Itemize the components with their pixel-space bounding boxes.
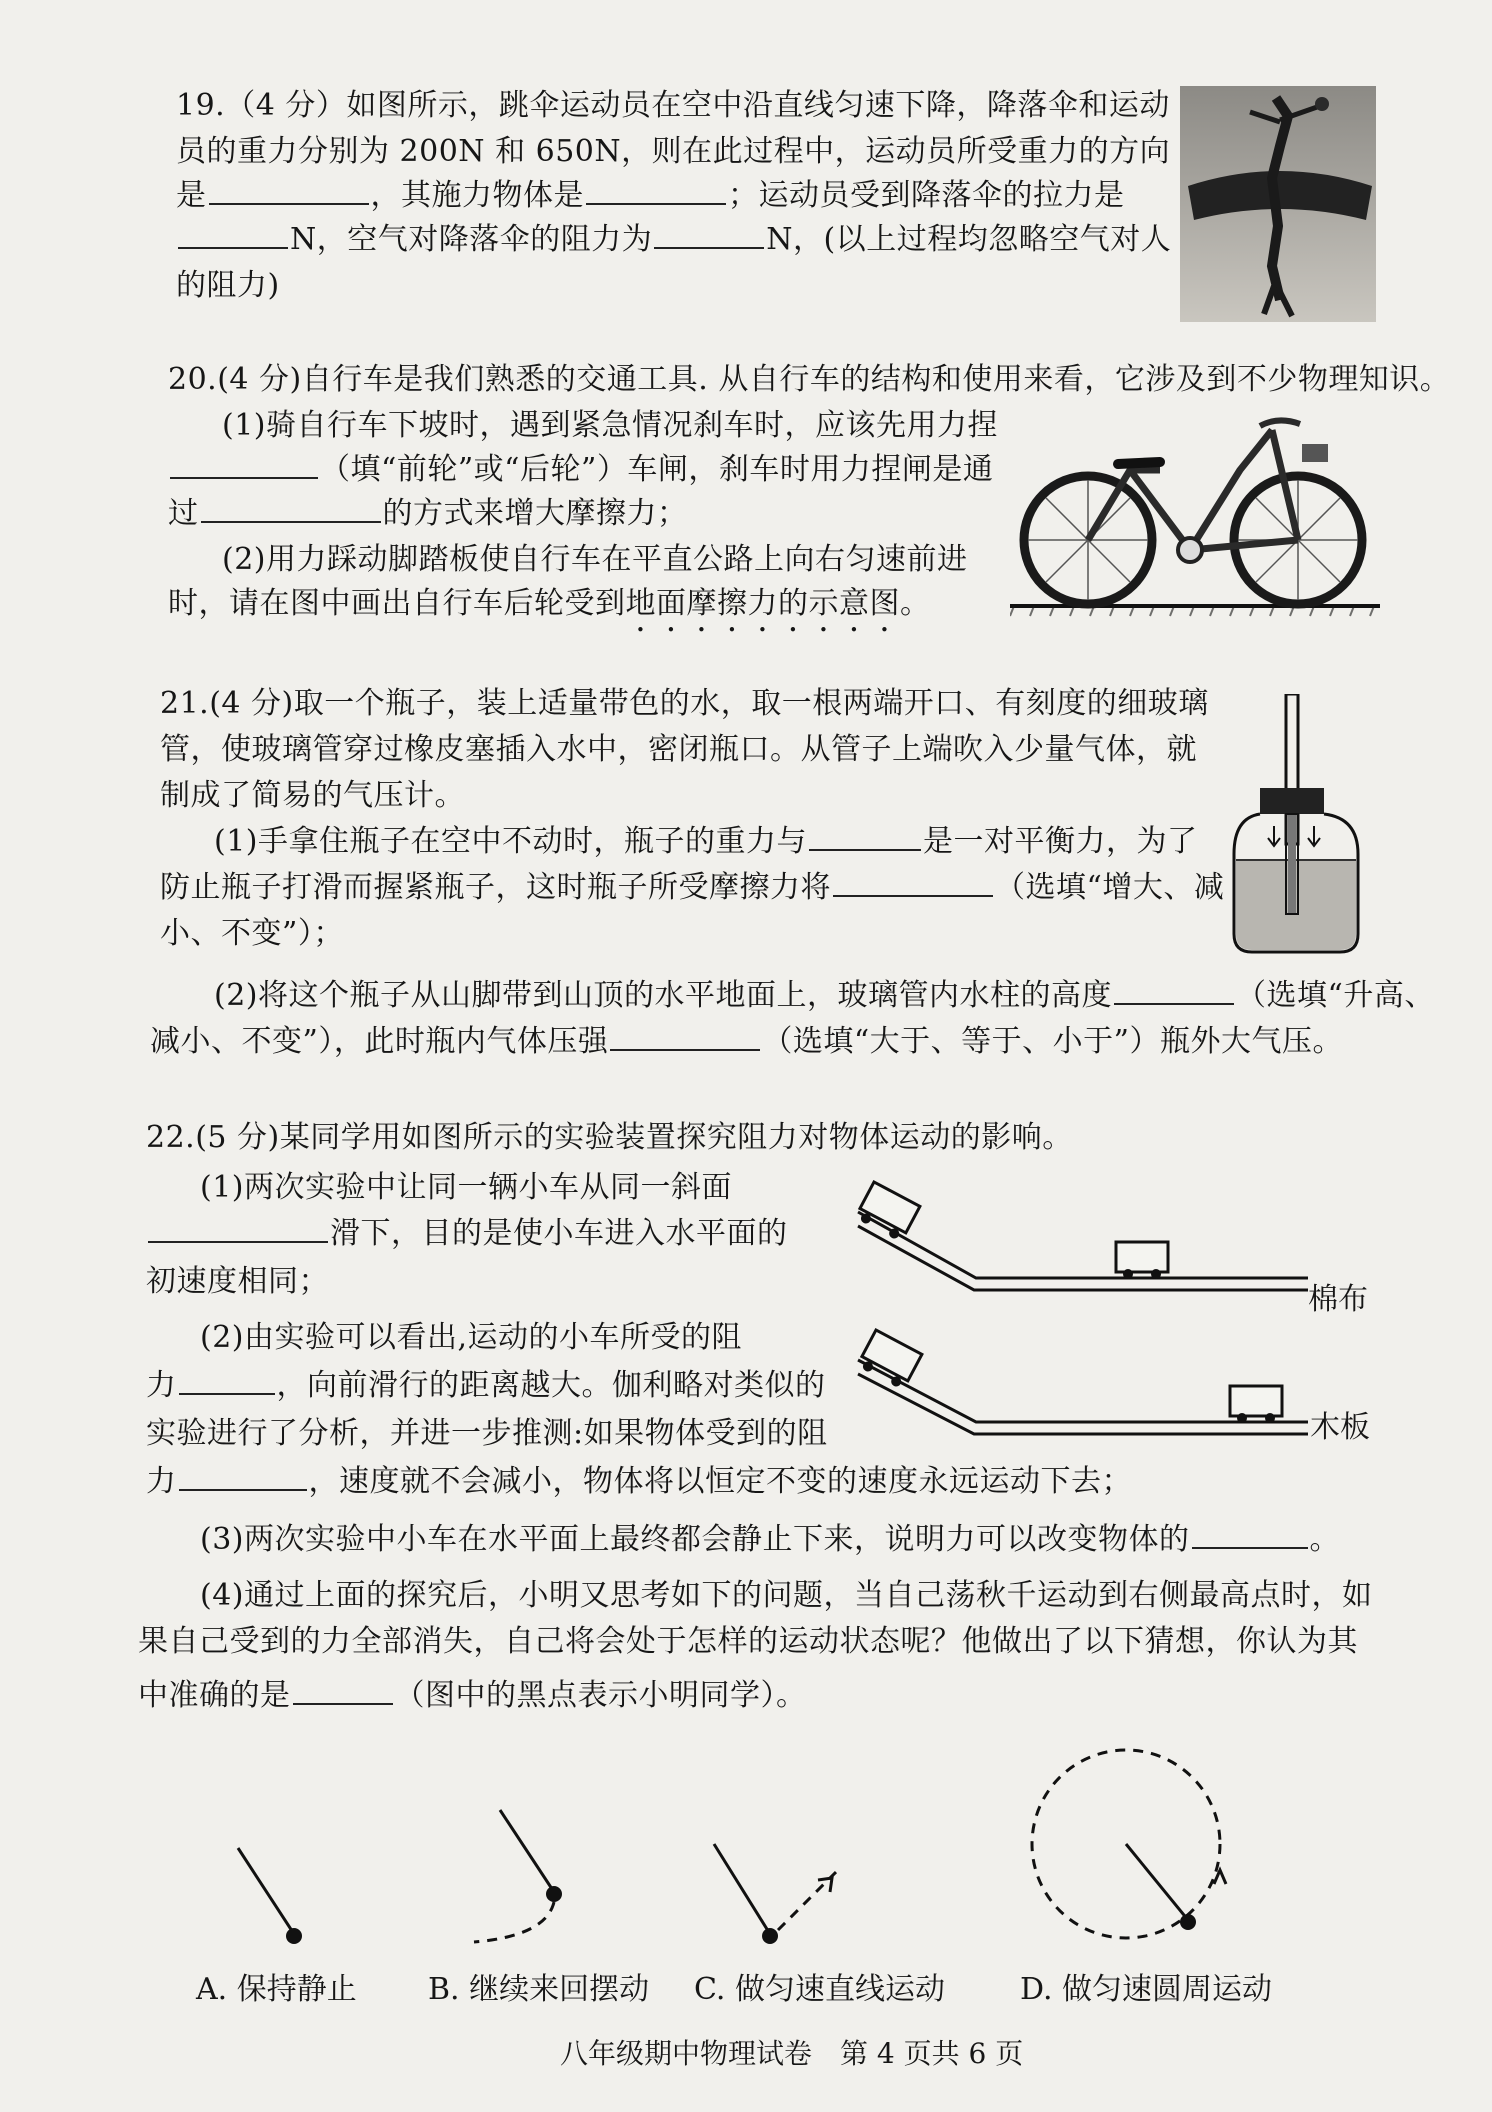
option-d-label[interactable]: D. 做匀速圆周运动 (1020, 1972, 1273, 2007)
option-d-figure (1020, 1734, 1230, 1954)
q22-line4: 初速度相同； (146, 1264, 329, 1299)
q20-line2: (1)骑自行车下坡时，遇到紧急情况刹车时，应该先用力捏 (222, 408, 998, 443)
q22-line8: 力 ，速度就不会减小，物体将以恒定不变的速度永远运动下去； (146, 1464, 1132, 1499)
q22-line10: (4)通过上面的探究后，小明又思考如下的问题，当自己荡秋千运动到右侧最高点时，如 (200, 1578, 1373, 1613)
option-b-figure (450, 1790, 610, 1960)
q21-line3: 制成了简易的气压计。 (160, 778, 465, 813)
q20-line4: 过 的方式来增大摩擦力； (168, 496, 688, 531)
answer-blank-motion-state[interactable] (1192, 1521, 1308, 1549)
q22-line2: (1)两次实验中让同一辆小车从同一斜面 (200, 1170, 732, 1205)
q20-line3: （填“前轮”或“后轮”）车闸，刹车时用力捏闸是通 (168, 450, 993, 490)
answer-blank-brake-wheel[interactable] (170, 451, 318, 479)
q22-line6: 力 ，向前滑行的距离越大。伽利略对类似的 (146, 1368, 826, 1403)
page-footer: 八年级期中物理试卷 第 4 页共 6 页 (560, 2037, 1024, 2070)
answer-blank-balance-force[interactable] (809, 823, 921, 851)
incline-setup-board (857, 1330, 1308, 1434)
q22-line7: 实验进行了分析，并进一步推测:如果物体受到的阻 (146, 1416, 828, 1451)
option-a-figure (190, 1810, 330, 1960)
answer-blank-pull-force[interactable] (178, 221, 288, 249)
answer-blank-friction-method[interactable] (201, 495, 381, 523)
bicycle-figure[interactable] (1010, 410, 1380, 620)
q21-line1: 21.(4 分)取一个瓶子，装上适量带色的水，取一根两端开口、有刻度的细玻璃 (160, 686, 1209, 721)
q22-line11: 果自己受到的力全部消失，自己将会处于怎样的运动状态呢？他做出了以下猜想，你认为其 (138, 1624, 1358, 1659)
q19-line5: 的阻力) (176, 268, 280, 303)
q21-line5: 防止瓶子打滑而握紧瓶子，这时瓶子所受摩擦力将 （选填“增大、减 (160, 870, 1225, 905)
q21-line7: (2)将这个瓶子从山脚带到山顶的水平地面上，玻璃管内水柱的高度 （选填“升高、 (214, 978, 1435, 1013)
answer-blank-choice[interactable] (293, 1677, 393, 1705)
label-cotton: 棉布 (1308, 1282, 1368, 1317)
answer-blank-slope-position[interactable] (148, 1215, 328, 1243)
answer-blank-gas-pressure[interactable] (610, 1023, 760, 1051)
answer-blank-zero-resistance[interactable] (179, 1463, 307, 1491)
q22-line3: 滑下，目的是使小车进入水平面的 (146, 1214, 788, 1254)
q20-line1: 20.(4 分)自行车是我们熟悉的交通工具. 从自行车的结构和使用来看，它涉及到不少物理知识。 (168, 362, 1451, 397)
q22-line5: (2)由实验可以看出,运动的小车所受的阻 (200, 1320, 743, 1355)
q22-line9: (3)两次实验中小车在水平面上最终都会静止下来，说明力可以改变物体的 。 (200, 1522, 1340, 1557)
incline-experiment-figure (856, 1176, 1316, 1496)
q19-line3: 是 ，其施力物体是 ；运动员受到降落伞的拉力是 (176, 178, 1125, 213)
option-c-label[interactable]: C. 做匀速直线运动 (694, 1972, 945, 2007)
label-board: 木板 (1310, 1410, 1370, 1445)
q20-line5: (2)用力踩动脚踏板使自行车在平直公路上向右匀速前进 (222, 542, 968, 577)
q21-line2: 管，使玻璃管穿过橡皮塞插入水中，密闭瓶口。从管子上端吹入少量气体，就 (160, 732, 1197, 767)
answer-blank-water-column[interactable] (1114, 977, 1234, 1005)
option-a-label[interactable]: A. 保持静止 (196, 1972, 357, 2007)
q21-line8: 减小、不变”），此时瓶内气体压强 （选填“大于、等于、小于”）瓶外大气压。 (150, 1024, 1344, 1059)
barometer-bottle-figure (1230, 694, 1362, 958)
q22-line12: 中准确的是 （图中的黑点表示小明同学）。 (138, 1678, 807, 1713)
answer-blank-friction-change[interactable] (833, 869, 993, 897)
q20-line6: 时，请在图中画出自行车后轮受到地面摩擦力的示意图。 (168, 586, 931, 621)
q19-line2: 员的重力分别为 200N 和 650N，则在此过程中，运动员所受重力的方向 (176, 134, 1171, 169)
answer-blank-air-resistance[interactable] (654, 221, 764, 249)
q19-line4: N，空气对降落伞的阻力为 N，(以上过程均忽略空气对人 (176, 220, 1171, 260)
q21-line4: (1)手拿住瓶子在空中不动时，瓶子的重力与 是一对平衡力，为了 (214, 824, 1198, 859)
q22-line1: 22.(5 分)某同学用如图所示的实验装置探究阻力对物体运动的影响。 (146, 1120, 1073, 1155)
answer-blank-gravity-direction[interactable] (209, 177, 369, 205)
answer-blank-gravity-source[interactable] (586, 177, 726, 205)
q21-line6: 小、不变”）； (160, 916, 344, 951)
option-c-figure (690, 1810, 870, 1970)
q19-line1: 19.（4 分）如图所示，跳伞运动员在空中沿直线匀速下降，降落伞和运动 (176, 88, 1170, 123)
option-b-label[interactable]: B. 继续来回摆动 (428, 1972, 650, 2007)
answer-blank-resistance-size[interactable] (179, 1367, 275, 1395)
parachutist-photo (1180, 86, 1376, 322)
incline-setup-cotton (856, 1182, 1308, 1290)
